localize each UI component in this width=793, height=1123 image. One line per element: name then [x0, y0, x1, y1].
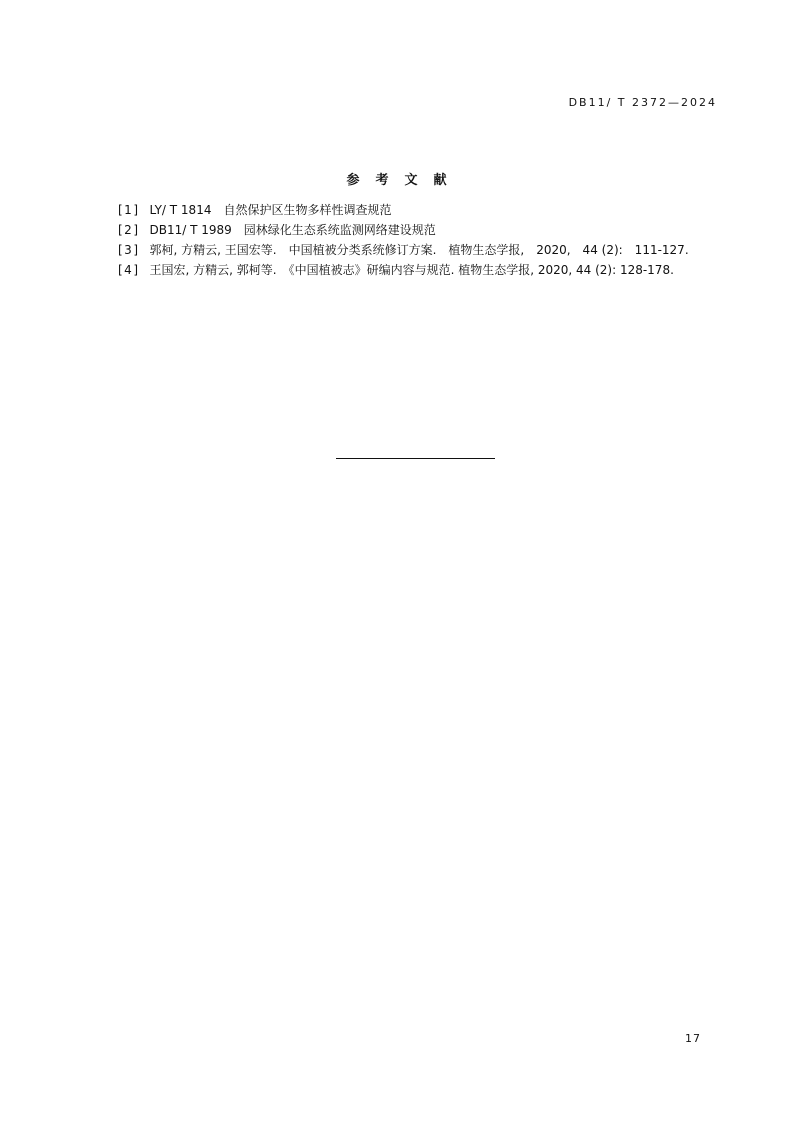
reference-item: [92, 200, 716, 220]
page-number: 17: [685, 1032, 701, 1045]
reference-item: [92, 260, 716, 280]
reference-number: [1]: [118, 203, 140, 217]
reference-number: [4]: [118, 263, 140, 277]
standard-code: DB11/ T 2372—2024: [568, 96, 717, 109]
reference-item: [92, 220, 716, 240]
reference-number: [3]: [118, 243, 140, 257]
reference-item: [92, 240, 716, 260]
end-of-document-rule: [336, 458, 495, 459]
reference-text: DB11/ T 1989 园林绿化生态系统监测网络建设规范: [149, 223, 436, 237]
section-title: 参考文献: [346, 173, 463, 188]
reference-number: [2]: [118, 223, 140, 237]
reference-text: LY/ T 1814 自然保护区生物多样性调查规范: [149, 203, 392, 217]
reference-list: [92, 200, 716, 280]
reference-text: 郭柯, 方精云, 王国宏等. 中国植被分类系统修订方案. 植物生态学报, 2020, 44 (2): 111-127.: [149, 243, 689, 257]
reference-text: 王国宏, 方精云, 郭柯等. 《中国植被志》研编内容与规范. 植物生态学报, 2020, 44 (2): 128-178.: [149, 263, 674, 277]
